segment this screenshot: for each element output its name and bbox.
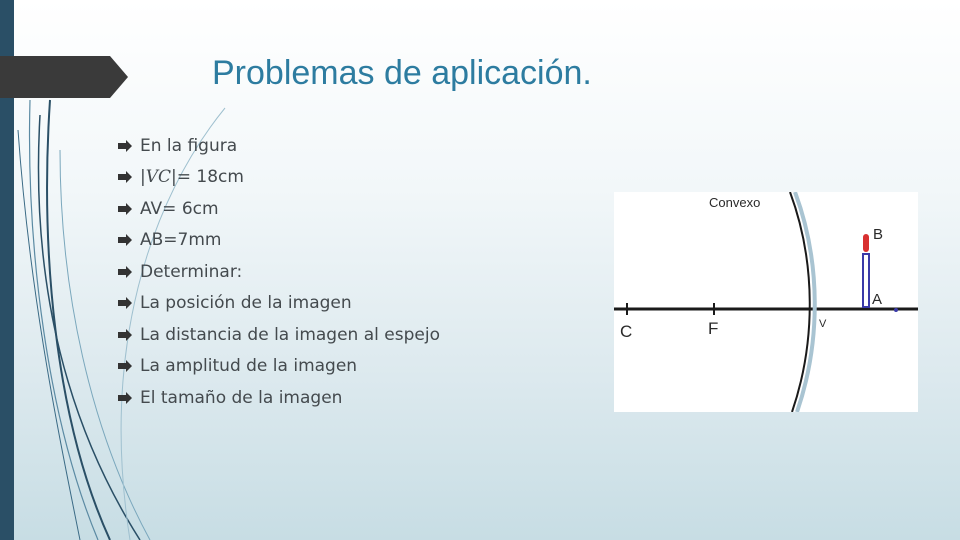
- bullet-item-amplitud: [118, 351, 440, 383]
- bullet-label: La posición de la imagen: [140, 293, 352, 314]
- object-ab: [863, 254, 869, 307]
- bullet-item-en-la-figura: [118, 130, 440, 162]
- bullet-item-determinar: [118, 256, 440, 288]
- bullet-label: AB=7mm: [140, 230, 222, 251]
- bullet-label-prefix: |: [140, 167, 146, 188]
- bullet-label-italic: VC: [145, 167, 172, 188]
- bullet-label: El tamaño de la imagen: [140, 387, 343, 408]
- bullet-label: La amplitud de la imagen: [140, 356, 358, 377]
- arrow-bullet-icon: [118, 203, 140, 215]
- figure-title: Convexo: [709, 195, 761, 210]
- arrow-bullet-icon: [118, 360, 140, 372]
- bullet-item-tamano: [118, 382, 440, 414]
- label-c: C: [620, 322, 633, 341]
- arrow-bullet-icon: [118, 329, 140, 341]
- arrow-bullet-icon: [118, 171, 140, 183]
- bullet-item-distancia: [118, 319, 440, 351]
- bullet-label: Determinar:: [140, 261, 243, 282]
- label-a: A: [872, 291, 883, 308]
- bullet-label: En la figura: [140, 135, 238, 156]
- arrow-bullet-icon: [118, 140, 140, 152]
- convex-mirror-shade: [795, 192, 815, 412]
- bullet-item-av: [118, 193, 440, 225]
- bullet-item-ab: [118, 225, 440, 257]
- label-b: B: [873, 226, 884, 243]
- bullet-item-vc: [118, 162, 440, 194]
- bullet-list: [118, 130, 440, 414]
- arrow-bullet-icon: [118, 266, 140, 278]
- slide-title: Problemas de aplicación.: [212, 54, 592, 92]
- arrow-bullet-icon: [118, 297, 140, 309]
- arrow-bullet-icon: [118, 234, 140, 246]
- arrow-bullet-icon: [118, 392, 140, 404]
- object-tip: [863, 234, 869, 252]
- bullet-label: AV= 6cm: [140, 198, 219, 219]
- label-f: F: [708, 319, 719, 338]
- mirror-figure: [614, 192, 918, 412]
- point-dot: [894, 308, 898, 312]
- title-tab-shape: [0, 56, 128, 98]
- bullet-label: La distancia de la imagen al espejo: [140, 324, 440, 345]
- bullet-label-suffix: |= 18cm: [171, 167, 244, 188]
- label-v: V: [819, 318, 827, 330]
- bullet-item-posicion: [118, 288, 440, 320]
